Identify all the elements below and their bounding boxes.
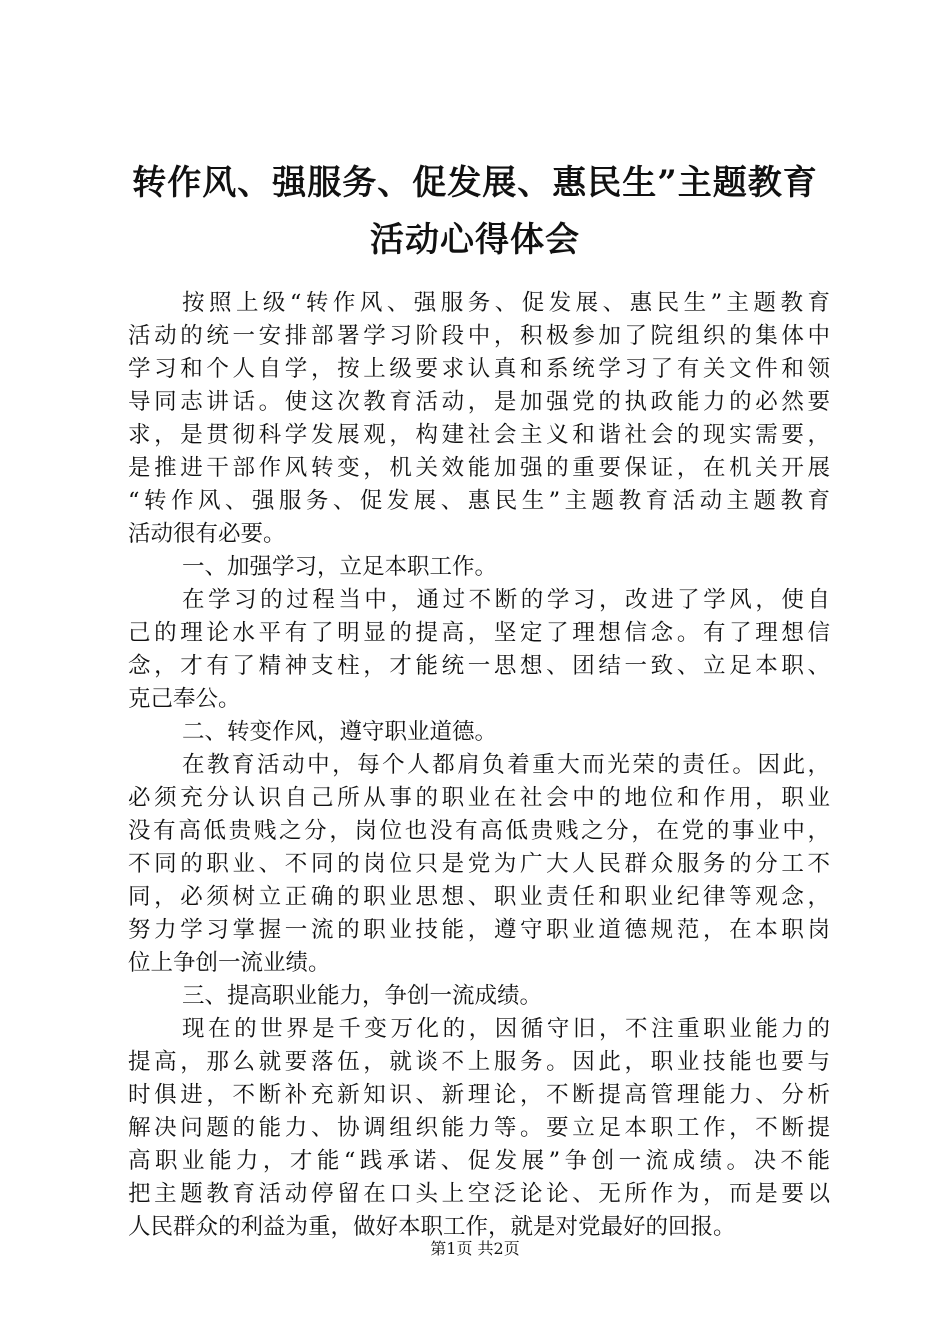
body-text-line: 在学习的过程当中，通过不断的学习，改进了学风，使自 — [182, 587, 830, 613]
body-text-line: 努力学习掌握一流的职业技能，遵守职业道德规范，在本职岗 — [128, 917, 830, 943]
body-text-line: 一、加强学习，立足本职工作。 — [182, 554, 498, 580]
body-text-line: 三、提高职业能力，争创一流成绩。 — [182, 983, 543, 1009]
body-text-line: 提高，那么就要落伍，就谈不上服务。因此，职业技能也要与 — [128, 1049, 830, 1075]
body-text-line: 解决问题的能力、协调组织能力等。要立足本职工作，不断提 — [128, 1115, 830, 1141]
body-text-line: 是推进干部作风转变，机关效能加强的重要保证，在机关开展 — [128, 455, 830, 481]
body-text-line: 现在的世界是千变万化的，因循守旧，不注重职业能力的 — [182, 1016, 830, 1042]
body-text-line: 求，是贯彻科学发展观，构建社会主义和谐社会的现实需要， — [128, 422, 830, 448]
document-body — [128, 287, 830, 1244]
page-footer: 第1页 共2页 — [430, 1239, 520, 1258]
document-title-line-2: 活动心得体会 — [370, 220, 580, 260]
body-text-line: 活动的统一安排部署学习阶段中，积极参加了院组织的集体中 — [128, 323, 830, 349]
body-text-line: “转作风、强服务、促发展、惠民生”主题教育活动主题教育 — [128, 488, 830, 514]
body-text-line: 导同志讲话。使这次教育活动，是加强党的执政能力的必然要 — [128, 389, 830, 415]
body-text-line: 必须充分认识自己所从事的职业在社会中的地位和作用，职业 — [128, 785, 830, 811]
body-text-line: 按照上级“转作风、强服务、促发展、惠民生”主题教育 — [182, 290, 830, 316]
body-text-line: 学习和个人自学，按上级要求认真和系统学习了有关文件和领 — [128, 356, 830, 382]
body-text-line: 不同的职业、不同的岗位只是党为广大人民群众服务的分工不 — [128, 851, 830, 877]
body-text-line: 活动很有必要。 — [128, 521, 286, 547]
body-text-line: 位上争创一流业绩。 — [128, 950, 331, 976]
body-text-line: 在教育活动中，每个人都肩负着重大而光荣的责任。因此， — [182, 752, 830, 778]
document-title-line-1: 转作风、强服务、促发展、惠民生”主题教育 — [132, 163, 818, 203]
body-text-line: 念，才有了精神支柱，才能统一思想、团结一致、立足本职、 — [128, 653, 830, 679]
body-text-line: 二、转变作风，遵守职业道德。 — [182, 719, 498, 745]
body-text-line: 同，必须树立正确的职业思想、职业责任和职业纪律等观念， — [128, 884, 830, 910]
body-text-line: 把主题教育活动停留在口头上空泛论论、无所作为，而是要以 — [128, 1181, 830, 1207]
body-text-line: 高职业能力，才能“践承诺、促发展”争创一流成绩。决不能 — [128, 1148, 830, 1174]
body-text-line: 时俱进，不断补充新知识、新理论，不断提高管理能力、分析 — [128, 1082, 830, 1108]
body-text-line: 己的理论水平有了明显的提高，坚定了理想信念。有了理想信 — [128, 620, 830, 646]
body-text-line: 没有高低贵贱之分，岗位也没有高低贵贱之分，在党的事业中， — [128, 818, 830, 844]
body-text-line: 克己奉公。 — [128, 686, 241, 712]
body-text-line: 人民群众的利益为重，做好本职工作，就是对党最好的回报。 — [128, 1214, 736, 1240]
